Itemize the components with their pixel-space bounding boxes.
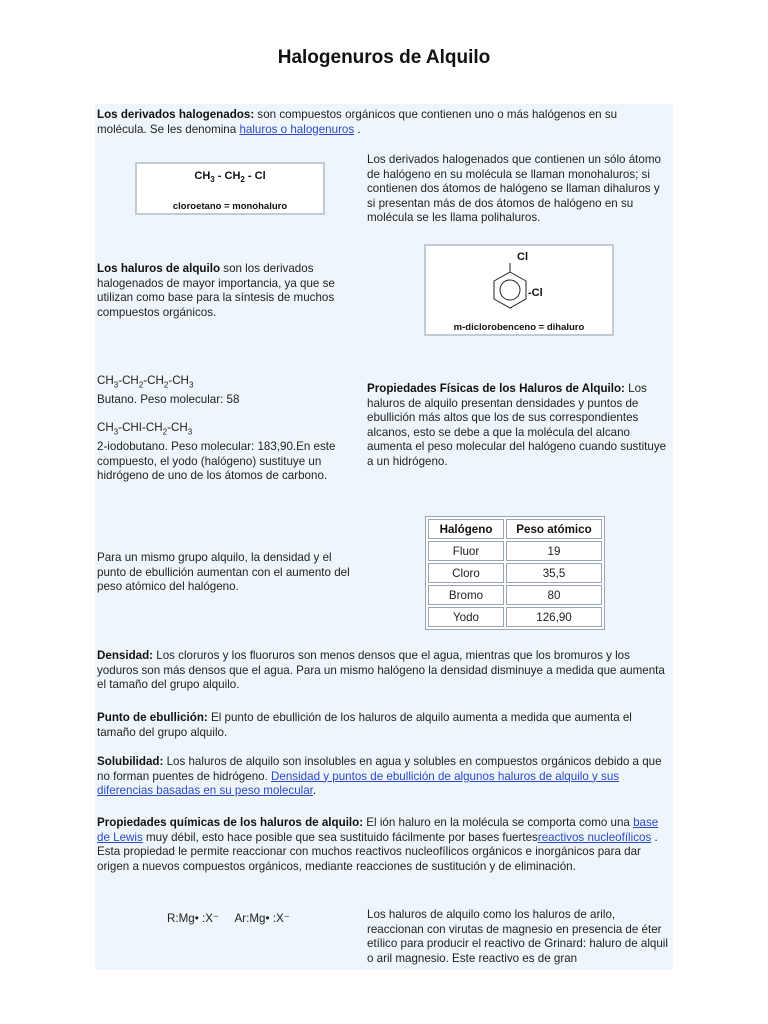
solubilidad-tail: . xyxy=(312,784,317,798)
table-cell: 126,90 xyxy=(506,607,602,627)
haluros-alquilo-paragraph xyxy=(97,262,359,320)
table-header-row xyxy=(428,519,602,539)
densidad-label: Densidad: xyxy=(97,649,154,662)
ebullicion-label: Punto de ebullición: xyxy=(97,711,208,724)
iodobutano-desc: 2-iodobutano. Peso molecular: 183,90.En este compuesto, el yodo (halógeno) sustituye un hidrógeno de uno de los átomos de carbono. xyxy=(97,439,336,483)
table-cell: 35,5 xyxy=(506,563,602,583)
propiedades-fisicas-paragraph xyxy=(367,382,671,470)
ebullicion-paragraph xyxy=(97,711,671,740)
propiedades-fisicas-label: Propiedades Físicas de los Haluros de Alquilo: xyxy=(367,382,625,395)
solubilidad-text: Los haluros de alquilo son insolubles en agua y solubles en compuestos orgánicos debido a que no forman puentes de hidrógeno. xyxy=(97,755,662,783)
solubilidad-label: Solubilidad: xyxy=(97,755,164,768)
cloroetano-figure xyxy=(135,162,325,215)
propiedades-fisicas-text: Los haluros de alquilo presentan densidades y puntos de ebullición más altos que los de sus correspondientes alcanos, esto se debe a que la molécula del alcano aumenta el peso molecular del halógeno cuando sustituye a un hidrógeno. xyxy=(367,382,667,468)
benzene-cl-top-label: Cl xyxy=(517,251,528,263)
grupo-alquilo-paragraph: Para un mismo grupo alquilo, la densidad y el punto de ebullición aumentan con el aumento del peso atómico del halógeno. xyxy=(97,551,350,594)
quimicas-paragraph xyxy=(97,816,671,874)
table-row xyxy=(428,607,602,627)
content-panel xyxy=(95,104,673,970)
haluros-text: son los derivados halogenados de mayor importancia, ya que se utilizan como base para la síntesis de muchos compuestos orgánicos. xyxy=(97,262,335,319)
quimicas-text-3: . Esta propiedad le permite reaccionar con muchos reactivos nucleofílicos orgánicos e inorgánicos para dar origen a nuevos compuestos orgánicos, mediante reacciones de sustitución y de eliminación. xyxy=(97,830,658,873)
quimicas-text-1: El ión haluro en la molécula se comporta como una xyxy=(363,816,634,829)
cloroetano-formula: $CH_3 - CH_2$ - Cl xyxy=(194,170,266,185)
cloroetano-caption: cloroetano = monohaluro xyxy=(172,201,288,212)
table-row xyxy=(428,563,602,583)
table-cell: 80 xyxy=(506,585,602,605)
quimicas-label: Propiedades químicas de los haluros de alquilo: xyxy=(97,816,364,829)
table-cell: Bromo xyxy=(428,585,504,605)
quimicas-text-2: muy débil, esto hace posible que sea sustituido fácilmente por bases fuertes xyxy=(142,830,538,844)
haluros-link[interactable]: haluros o halogenuros xyxy=(239,122,355,136)
intro-text: son compuestos orgánicos que contienen uno o más halógenos en su molécula. Se les denomina xyxy=(97,108,618,136)
densidad-paragraph xyxy=(97,649,671,693)
grignard-paragraph: Los haluros de alquilo como los haluros de arilo, reaccionan con virutas de magnesio en presencia de éter etílico para producir el reactivo de Grinard: haluro de alquil o aril magnesio. Este reactivo es de gran xyxy=(367,908,668,965)
table-header: Halógeno xyxy=(428,519,504,539)
butano-desc: Butano. Peso molecular: 58 xyxy=(97,392,240,406)
diclorobenceno-caption: m-diclorobenceno = dihaluro xyxy=(453,322,585,333)
butano-block xyxy=(97,374,359,408)
iodobutano-block xyxy=(97,421,359,484)
base-lewis-link[interactable]: base de Lewis xyxy=(97,816,659,844)
benzene-ring-diagram xyxy=(426,246,612,334)
grignard-formulas: R:Mg• :X⁻ Ar:Mg• :X⁻ xyxy=(167,912,290,925)
table-row xyxy=(428,541,602,561)
iodobutano-formula: $CH_3-CHI-CH_2-CH_3$ xyxy=(97,421,193,437)
diclorobenceno-figure xyxy=(424,244,614,336)
table-cell: Fluor xyxy=(428,541,504,561)
monohaluros-paragraph: Los derivados halogenados que contienen un sólo átomo de halógeno en su molécula se llaman monohaluros; si contienen dos átomos de halógeno se llaman dihaluros y si presentan más de dos átomos de halógeno en su molécula se les llama polihaluros. xyxy=(367,153,661,225)
intro-label: Los derivados halogenados: xyxy=(97,108,255,121)
reactivos-nucleofilicos-link[interactable]: reactivos nucleofílicos xyxy=(537,830,652,844)
table-row xyxy=(428,585,602,605)
benzene-cl-side-label: -Cl xyxy=(528,287,543,299)
densidad-text: Los cloruros y los fluoruros son menos densos que el agua, mientras que los bromuros y los yoduros son más densos que el agua. Para un mismo halógeno la densidad disminuye a medida que aumenta el tamaño del grupo alquilo. xyxy=(97,649,665,692)
intro-tail: . xyxy=(354,122,361,136)
intro-paragraph xyxy=(97,108,669,137)
haluros-label: Los haluros de alquilo xyxy=(97,262,221,275)
solubilidad-paragraph xyxy=(97,755,671,799)
densidad-ebullicion-link[interactable]: Densidad y puntos de ebullición de algunos haluros de alquilo y sus diferencias basadas en su peso molecular xyxy=(97,769,620,798)
butano-formula: $CH_3-CH_2-CH_2-CH_3$ xyxy=(97,374,194,390)
table-header: Peso atómico xyxy=(506,519,602,539)
halogen-table xyxy=(425,516,605,630)
table-cell: 19 xyxy=(506,541,602,561)
page-title: Halogenuros de Alquilo xyxy=(277,47,491,68)
table-cell: Cloro xyxy=(428,563,504,583)
ebullicion-text: El punto de ebullición de los haluros de alquilo aumenta a medida que aumenta el tamaño del grupo alquilo. xyxy=(97,711,632,739)
table-cell: Yodo xyxy=(428,607,504,627)
